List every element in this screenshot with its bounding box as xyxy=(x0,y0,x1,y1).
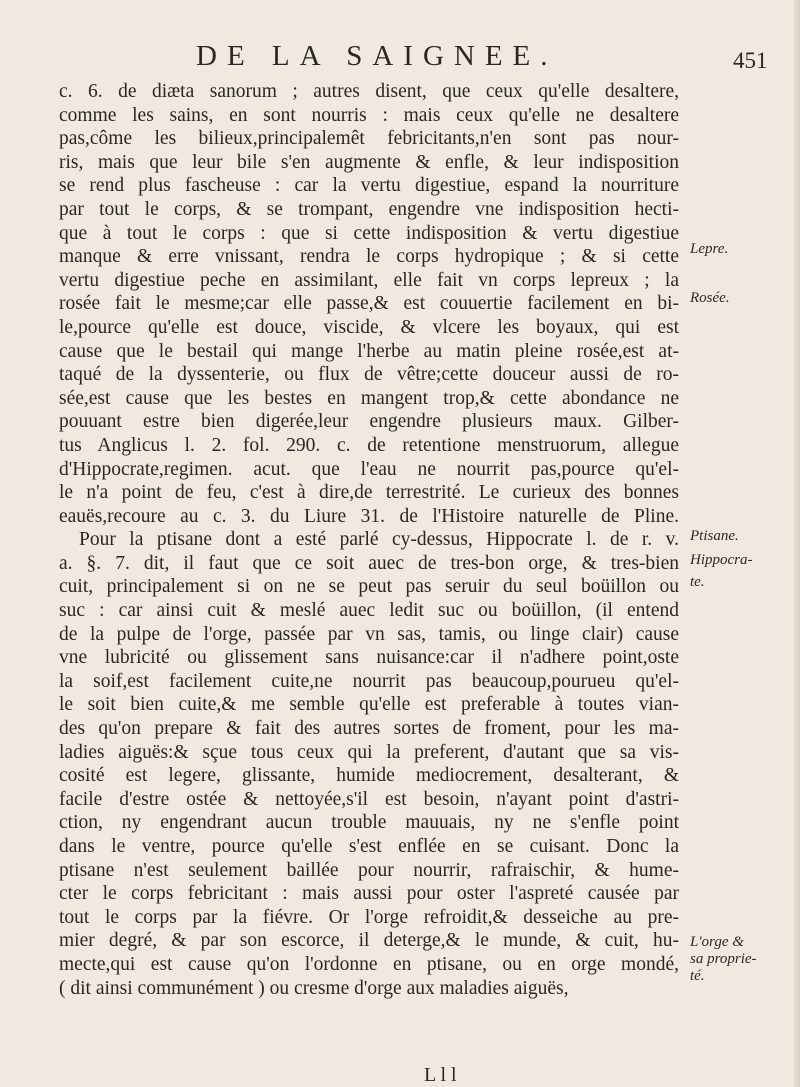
text-line: d'Hippocrate,regimen. acut. que l'eau ne nourrit pas,pource qu'el- xyxy=(59,458,679,480)
text-line: ptisane n'est seulement baillée pour nourrir, rafraischir, & hume- xyxy=(59,859,679,881)
text-line: taqué de la dyssenterie, ou flux de vêtre;cette douceur aussi de ro- xyxy=(59,364,679,386)
margin-note-ptisane: Ptisane. xyxy=(690,528,739,544)
running-head: DE LA SAIGNEE. xyxy=(196,40,558,72)
text-line: ris, mais que leur bile s'en augmente & enfle, & leur indisposition xyxy=(59,151,679,173)
text-line: cosité est legere, glissante, humide mediocrement, desalterant, & xyxy=(59,765,679,787)
text-line: que à tout le corps : que si cette indisposition & vertu digestiue xyxy=(59,222,679,244)
text-line: pouuant estre bien digerée,leur engendre plusieurs maux. Gilber- xyxy=(59,411,679,433)
text-line: le,pource qu'elle est douce, viscide, & vlcere les boyaux, qui est xyxy=(59,316,679,338)
text-line: par tout le corps, & se trompant, engendre vne indisposition hecti- xyxy=(59,198,679,220)
text-line: rosée fait le mesme;car elle passe,& est couuertie facilement en bi- xyxy=(59,293,679,315)
margin-note-orge-3: té. xyxy=(690,968,705,984)
text-line: cuit, principalement si on ne se peut pas seruir du seul boüillon ou xyxy=(59,576,679,598)
text-line: des qu'on prepare & fait des autres sortes de froment, pour les ma- xyxy=(59,718,679,740)
text-line: Pour la ptisane dont a esté parlé cy-dessus, Hippocrate l. de r. v. xyxy=(79,529,679,551)
text-line: ladies aiguës:& sçue tous ceux qui la preferent, d'autant que sa vis- xyxy=(59,741,679,763)
margin-note-orge-2: sa proprie- xyxy=(690,951,757,967)
text-line: a. §. 7. dit, il faut que ce soit auec de tres-bon orge, & tres-bien xyxy=(59,552,679,574)
text-line: tout le corps par la fiévre. Or l'orge refroidit,& desseiche au pre- xyxy=(59,906,679,928)
text-line: le n'a point de feu, c'est à dire,de terrestrité. Le curieux des bonnes xyxy=(59,482,679,504)
text-line: cause que le bestail qui mange l'herbe au matin pleine rosée,est at- xyxy=(59,340,679,362)
text-line: cter le corps febricitant : mais aussi pour oster l'aspreté causée par xyxy=(59,883,679,905)
text-line: vertu digestiue peche en assimilant, elle fait vn corps lepreux ; la xyxy=(59,269,679,291)
text-line: dans le ventre, pource qu'elle s'est enflée en se cuisant. Donc la xyxy=(59,836,679,857)
margin-note-lepre: Lepre. xyxy=(690,241,729,257)
text-line: le soit bien cuite,& me semble qu'elle est preferable à toutes vian- xyxy=(59,694,679,716)
page-edge xyxy=(794,0,800,1087)
text-line: tus Anglicus l. 2. fol. 290. c. de retentione menstruorum, allegue xyxy=(59,434,679,456)
text-line: manque & erre vnissant, rendra le corps hydropique ; & si cette xyxy=(59,246,679,268)
text-line: mier degré, & par son escorce, il deterge,& le munde, & cuit, hu- xyxy=(59,930,679,952)
body-text xyxy=(59,80,679,1000)
text-line: eauës,recoure au c. 3. du Liure 31. de l'Histoire naturelle de Pline. xyxy=(59,505,679,527)
page-number: 451 xyxy=(733,48,768,73)
text-line: sée,est cause que les bestes en mangent trop,& cette abondance ne xyxy=(59,387,679,409)
text-line: c. 6. de diæta sanorum ; autres disent, que ceux qu'elle desaltere, xyxy=(59,81,679,102)
margin-note-hippocrate-1: Hippocra- xyxy=(690,552,753,568)
margin-note-orge-1: L'orge & xyxy=(690,934,744,950)
text-line: mecte,qui est cause qu'on l'ordonne en ptisane, ou en orge mondé, xyxy=(59,953,679,975)
text-line: ( dit ainsi communément ) ou cresme d'orge aux maladies aiguës, xyxy=(59,977,569,999)
text-line: pas,côme les bilieux,principalemêt febricitants,n'en sont pas nour- xyxy=(59,128,679,150)
text-line: de la pulpe de l'orge, passée par vn sas, tamis, ou linge clair) cause xyxy=(59,623,679,645)
signature-mark: L l l xyxy=(424,1064,457,1086)
text-line: suc : car ainsi cuit & meslé auec ledit suc ou boüillon, (il entend xyxy=(59,600,679,622)
text-line: la soif,est facilement cuite,ne nourrit pas beaucoup,pourueu qu'el- xyxy=(59,670,679,692)
margin-note-rosee: Rosée. xyxy=(690,290,730,306)
text-line: vne lubricité ou glissement sans nuisance:car il n'adhere point,oste xyxy=(59,647,679,669)
margin-note-hippocrate-2: te. xyxy=(690,574,705,590)
page-header xyxy=(0,40,800,80)
text-line: ction, ny engendrant aucun trouble mauuais, ny ne s'enfle point xyxy=(59,812,679,834)
text-line: comme les sains, en sont nourris : mais ceux qu'elle ne desaltere xyxy=(59,104,679,126)
text-line: se rend plus fascheuse : car la vertu digestiue, espand la nourriture xyxy=(59,175,679,197)
text-line: facile d'estre ostée & nettoyée,s'il est besoin, n'ayant point d'astri- xyxy=(59,788,679,810)
